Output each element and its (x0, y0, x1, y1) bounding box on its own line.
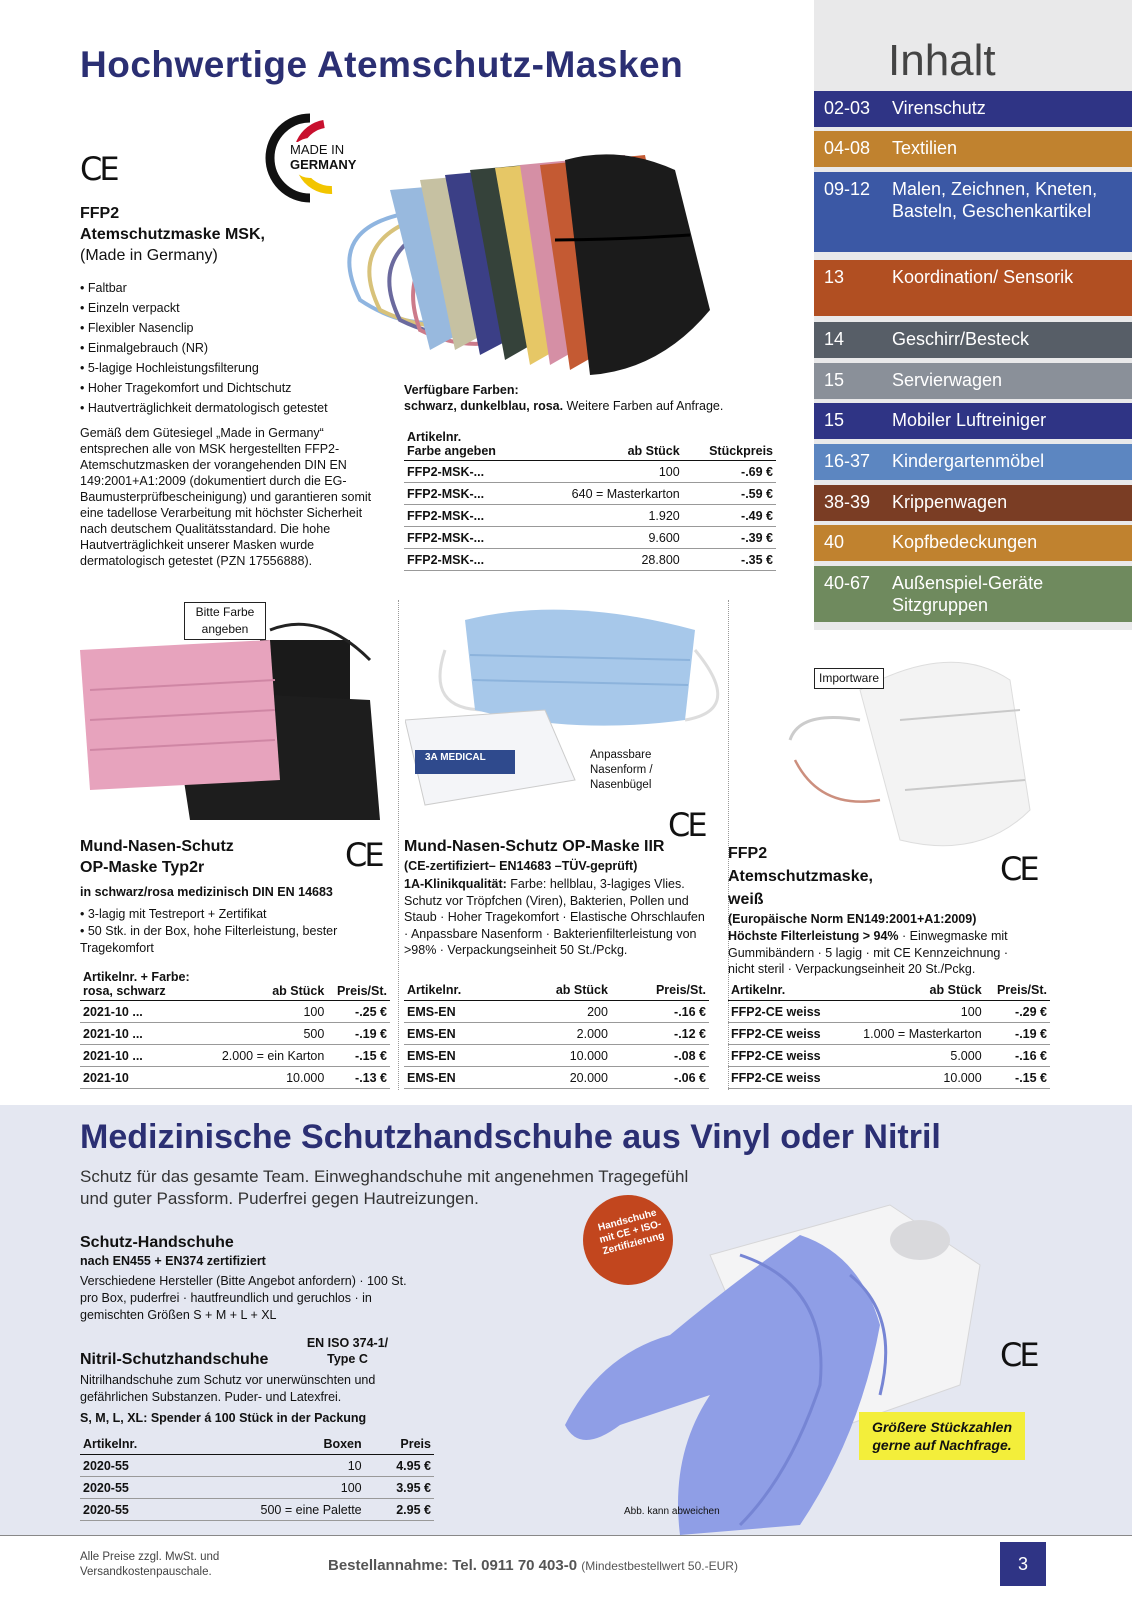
cell: 500 = eine Palette (182, 1499, 364, 1521)
cell: 2020-55 (80, 1477, 182, 1499)
toc-item-number: 13 (824, 267, 845, 287)
op-title: Mund-Nasen-Schutz OP-Maske IIR (404, 838, 665, 855)
ffp2-msk-line1: FFP2 (80, 205, 120, 222)
feature-item: • Flexibler Nasenclip (80, 318, 380, 338)
cell: FFP2-MSK-... (404, 527, 531, 549)
gloves-title: Medizinische Schutzhandschuhe aus Vinyl oder Nitril (80, 1118, 941, 1156)
col-boxen: Boxen (182, 1433, 364, 1455)
col-stueckpreis: Stückpreis (683, 428, 776, 461)
toc-item-label: Textilien (892, 138, 958, 158)
toc-item[interactable] (814, 260, 1132, 316)
mns-price-table (80, 968, 390, 1089)
nitril-gloves-description: Nitrilhandschuhe zum Schutz vor unerwünschten und gefährlichen Substanzen. Puder- und Latexfrei. (80, 1373, 376, 1404)
col-preis: Preis/St. (611, 979, 709, 1001)
cell: 100 (182, 1477, 364, 1499)
col-artikelnr: Artikelnr. (728, 979, 840, 1001)
toc-item[interactable] (814, 363, 1132, 399)
toc-item-number: 15 (824, 410, 845, 430)
table-row (80, 1477, 434, 1499)
cell: 5.000 (840, 1045, 985, 1067)
ffp2-msk-description: Gemäß dem Gütesiegel „Made in Germany“ entsprechen alle von MSK hergestellten FFP2-Atemschutzmasken der vorangehenden DIN EN 149:2001+A1:2009 (dokumentiert durch die EG-Baumusterprüfbescheinigung) und garantieren somit eine tadellose Verarbeitung mit höchster Sicherheit nach deutschem Qualitätsstandard. Die hohe Hautverträglichkeit unserer Masken wurde dermatologisch getestet (PZN 17556888). (80, 426, 372, 568)
cell: 28.800 (531, 549, 683, 571)
toc-item[interactable] (814, 525, 1132, 561)
image-caption: Abb. kann abweichen (624, 1506, 720, 1517)
cell: 100 (206, 1001, 327, 1023)
table-row (404, 461, 776, 483)
cell: -.59 € (683, 483, 776, 505)
cell: -.29 € (985, 1001, 1050, 1023)
cell: -.19 € (327, 1023, 390, 1045)
cell: 10.000 (509, 1045, 611, 1067)
col-artikelnr: Artikelnr. (80, 1433, 182, 1455)
table-row (80, 1499, 434, 1521)
ffp2-msk-line3: (Made in Germany) (80, 247, 218, 264)
ce-mark: CE (80, 150, 117, 188)
column-divider (398, 600, 399, 1090)
toc-item-label: Kindergartenmöbel (892, 451, 1045, 471)
cell: -.16 € (985, 1045, 1050, 1067)
toc-item-label: Krippenwagen (892, 492, 1008, 512)
colored-masks-illustration (280, 140, 720, 380)
feature-item: • Hautverträglichkeit dermatologisch getestet (80, 398, 380, 418)
table-row (404, 1023, 709, 1045)
toc-item-number: 04-08 (824, 138, 871, 158)
toc-item-label: Servierwagen (892, 370, 1003, 390)
toc-item[interactable] (814, 444, 1132, 480)
cell: 3.95 € (365, 1477, 434, 1499)
table-row (404, 1045, 709, 1067)
pink-black-masks-illustration (80, 620, 380, 830)
schutz-gloves-description: Verschiedene Hersteller (Bitte Angebot anfordern) · 100 St. pro Box, puderfrei · hautfreundlich und geruchlos · in gemischten Größen S + M + L + XL (80, 1274, 407, 1322)
cell: -.49 € (683, 505, 776, 527)
cell: FFP2-CE weiss (728, 1067, 840, 1089)
feature-item: • 3-lagig mit Testreport + Zertifikat (80, 906, 390, 923)
order-minimum: (Mindestbestellwert 50.-EUR) (581, 1559, 738, 1573)
nitril-gloves-sizes: S, M, L, XL: Spender á 100 Stück in der Packung (80, 1411, 367, 1425)
colors-available: schwarz, dunkelblau, rosa. (404, 399, 564, 413)
page-number: 3 (1000, 1542, 1046, 1586)
toc-item-number: 38-39 (824, 492, 871, 512)
cell: -.35 € (683, 549, 776, 571)
cell: -.16 € (611, 1001, 709, 1023)
mns-subtitle: in schwarz/rosa medizinisch DIN EN 14683 (80, 885, 333, 899)
col-ab-stueck: ab Stück (509, 979, 611, 1001)
certification-badge (583, 1195, 673, 1285)
table-row (80, 1067, 390, 1089)
cell: 1.920 (531, 505, 683, 527)
cell: 20.000 (509, 1067, 611, 1089)
toc-item-number: 40 (824, 532, 845, 552)
ffp2w-subtitle: (Europäische Norm EN149:2001+A1:2009) (728, 912, 977, 926)
cell: FFP2-MSK-... (404, 549, 531, 571)
footer-divider (0, 1535, 1132, 1536)
table-row (80, 1023, 390, 1045)
cell: -.08 € (611, 1045, 709, 1067)
toc-item-number: 16-37 (824, 451, 871, 471)
toc-item-number: 09-12 (824, 179, 871, 199)
op-subtitle: (CE-zertifiziert– EN14683 –TÜV-geprüft) (404, 859, 638, 873)
cell: -.39 € (683, 527, 776, 549)
cell: FFP2-CE weiss (728, 1045, 840, 1067)
ffp2-masks-image (280, 140, 720, 380)
schutz-gloves-title: Schutz-Handschuhe (80, 1234, 234, 1251)
cell: 4.95 € (365, 1455, 434, 1477)
cell: EMS-EN (404, 1001, 509, 1023)
cell: 1.000 = Masterkarton (840, 1023, 985, 1045)
feature-item: • Einzeln verpackt (80, 298, 380, 318)
op-mask-typ2r-image (80, 620, 380, 830)
cell: 500 (206, 1023, 327, 1045)
toc-item[interactable] (814, 131, 1132, 167)
table-row (728, 1045, 1050, 1067)
col-preis: Preis (365, 1433, 434, 1455)
table-row (404, 483, 776, 505)
ffp2w-line3: weiß (728, 891, 764, 908)
logo-made-in: MADE IN (290, 142, 345, 157)
cell: 10.000 (840, 1067, 985, 1089)
col-preis: Preis/St. (985, 979, 1050, 1001)
cell: 2.000 (509, 1023, 611, 1045)
col-farbe: Farbe angeben (407, 444, 496, 458)
col-ab-stueck: ab Stück (206, 968, 327, 1001)
toc-item-label: Koordination/ Sensorik (892, 267, 1074, 287)
col-preis: Preis/St. (327, 968, 390, 1001)
op-description: Farbe: hellblau, 3-lagiges Vlies. Schutz vor Tröpfchen (Viren), Bakterien, Pollen und Staub · Hoher Tragekomfort · Elastische Ohrschlaufen · Anpassbare Nasenform · Bakterienfilterleistung von >98% · Verpackungseinheit 50 St./Pckg. (404, 877, 705, 957)
table-row (404, 527, 776, 549)
toc-item[interactable] (814, 322, 1132, 358)
toc-item-label: Kopfbedeckungen (892, 532, 1038, 552)
nitril-norm: EN ISO 374-1/ Type C (306, 1336, 389, 1366)
certification-badge-text: Handschuhe mit CE + ISO-Zertifizierung (596, 1207, 666, 1258)
table-row (80, 1045, 390, 1067)
table-row (404, 549, 776, 571)
cell: EMS-EN (404, 1045, 509, 1067)
ffp2-msk-price-table (404, 428, 776, 571)
cell: -.15 € (985, 1067, 1050, 1089)
cell: 2.000 = ein Karton (206, 1045, 327, 1067)
nose-shape-note: Anpassbare Nasenform / Nasenbügel (590, 749, 653, 791)
table-row (404, 1067, 709, 1089)
cell: -.13 € (327, 1067, 390, 1089)
cell: FFP2-MSK-... (404, 483, 531, 505)
table-row (404, 1001, 709, 1023)
gloves-subtitle-1: Schutz für das gesamte Team. Einweghandschuhe mit angenehmen Tragegefühl (80, 1167, 689, 1186)
cell: 100 (840, 1001, 985, 1023)
toc-item[interactable] (814, 172, 1132, 252)
op-price-table (404, 979, 709, 1089)
gloves-price-table (80, 1433, 434, 1521)
table-row (404, 505, 776, 527)
cell: 2020-55 (80, 1499, 182, 1521)
cell: 2021-10 ... (80, 1023, 206, 1045)
cell: 2020-55 (80, 1455, 182, 1477)
mns-title-1: Mund-Nasen-Schutz (80, 838, 234, 855)
cell: 2021-10 ... (80, 1045, 206, 1067)
toc-item-label: Außenspiel-Geräte Sitzgruppen (892, 573, 1044, 615)
cell: EMS-EN (404, 1067, 509, 1089)
gloves-subtitle-2: und guter Passform. Puderfrei gegen Hautreizungen. (80, 1189, 479, 1208)
toc-item[interactable] (814, 91, 1132, 127)
table-row (80, 1001, 390, 1023)
feature-item: • Hoher Tragekomfort und Dichtschutz (80, 378, 380, 398)
mns-features (80, 906, 390, 957)
cell: 10 (182, 1455, 364, 1477)
col-artikelnr: Artikelnr. (407, 430, 462, 444)
ce-mark: CE (345, 836, 382, 874)
toc-item-number: 40-67 (824, 573, 871, 593)
ffp2w-filter-label: Höchste Filterleistung > 94% (728, 929, 899, 943)
op-quality-label: 1A-Klinikqualität: (404, 877, 507, 891)
cell: 2021-10 (80, 1067, 206, 1089)
cell: -.25 € (327, 1001, 390, 1023)
table-row (80, 1455, 434, 1477)
mns-title-2: OP-Maske Typ2r (80, 859, 205, 876)
ffp2-msk-line2: Atemschutzmaske MSK, (80, 226, 265, 243)
cell: FFP2-MSK-... (404, 505, 531, 527)
cell: -.69 € (683, 461, 776, 483)
ce-mark: CE (1000, 850, 1037, 888)
cell: 2.95 € (365, 1499, 434, 1521)
col-ab-stueck: ab Stück (531, 428, 683, 461)
logo-germany: GERMANY (290, 157, 357, 172)
cell: -.06 € (611, 1067, 709, 1089)
cell: EMS-EN (404, 1023, 509, 1045)
toc-item-number: 02-03 (824, 98, 871, 118)
colors-more: Weitere Farben auf Anfrage. (563, 399, 724, 413)
toc-title: Inhalt (888, 36, 996, 85)
bulk-note: Größere Stückzahlen gerne auf Nachfrage. (859, 1412, 1025, 1460)
toc-item[interactable] (814, 485, 1132, 521)
toc-item[interactable] (814, 403, 1132, 439)
feature-item: • Einmalgebrauch (NR) (80, 338, 380, 358)
colors-label: Verfügbare Farben: (404, 383, 519, 397)
feature-item: • Faltbar (80, 278, 380, 298)
page-title: Hochwertige Atemschutz-Masken (80, 44, 684, 85)
cell: FFP2-MSK-... (404, 461, 531, 483)
cell: 10.000 (206, 1067, 327, 1089)
cell: 100 (531, 461, 683, 483)
ffp2w-price-table (728, 979, 1050, 1089)
cell: 640 = Masterkarton (531, 483, 683, 505)
order-label: Bestellannahme: (328, 1557, 453, 1574)
cell: 200 (509, 1001, 611, 1023)
box-brand-label: 3A MEDICAL (425, 752, 486, 763)
choose-color-badge: Bitte Farbe angeben (184, 602, 266, 640)
cell: 2021-10 ... (80, 1001, 206, 1023)
toc-item-label: Mobiler Luftreiniger (892, 410, 1047, 430)
cell: FFP2-CE weiss (728, 1001, 840, 1023)
feature-item: • 50 Stk. in der Box, hohe Filterleistung, bester Tragekomfort (80, 923, 390, 957)
ffp2w-line1: FFP2 (728, 845, 768, 862)
cell: -.19 € (985, 1023, 1050, 1045)
cell: -.12 € (611, 1023, 709, 1045)
ce-mark: CE (1000, 1336, 1037, 1374)
ffp2w-line2: Atemschutzmaske, (728, 868, 873, 885)
ffp2w-description: · Einwegmaske mit Gummibändern · 5 lagig · mit CE Kennzeichnung · nicht steril · Verpackungseinheit 20 St./Pckg. (728, 929, 1008, 976)
ce-mark: CE (668, 806, 705, 844)
cell: 9.600 (531, 527, 683, 549)
toc-item-number: 15 (824, 370, 845, 390)
schutz-gloves-subtitle: nach EN455 + EN374 zertifiziert (80, 1254, 266, 1268)
order-phone: Tel. 0911 70 403-0 (452, 1557, 578, 1574)
table-row (728, 1067, 1050, 1089)
toc-item[interactable] (814, 566, 1132, 622)
col-artikelnr: Artikelnr. (404, 979, 509, 1001)
col-farbe: rosa, schwarz (83, 984, 166, 998)
table-row (728, 1023, 1050, 1045)
col-ab-stueck: ab Stück (840, 979, 985, 1001)
toc-item-label: Geschirr/Besteck (892, 329, 1030, 349)
toc-item-number: 14 (824, 329, 845, 349)
toc-item-label: Virenschutz (892, 98, 986, 118)
toc-item-label: Malen, Zeichnen, Kneten, Basteln, Geschenkartikel (892, 179, 1098, 221)
cell: -.15 € (327, 1045, 390, 1067)
cell: FFP2-CE weiss (728, 1023, 840, 1045)
col-artikelnr: Artikelnr. + Farbe: (83, 970, 190, 984)
feature-item: • 5-lagige Hochleistungsfilterung (80, 358, 380, 378)
nitril-gloves-title: Nitril-Schutzhandschuhe (80, 1351, 269, 1368)
footer-price-note: Alle Preise zzgl. MwSt. und Versandkostenpauschale. (80, 1551, 220, 1578)
import-badge: Importware (814, 668, 884, 689)
table-row (728, 1001, 1050, 1023)
